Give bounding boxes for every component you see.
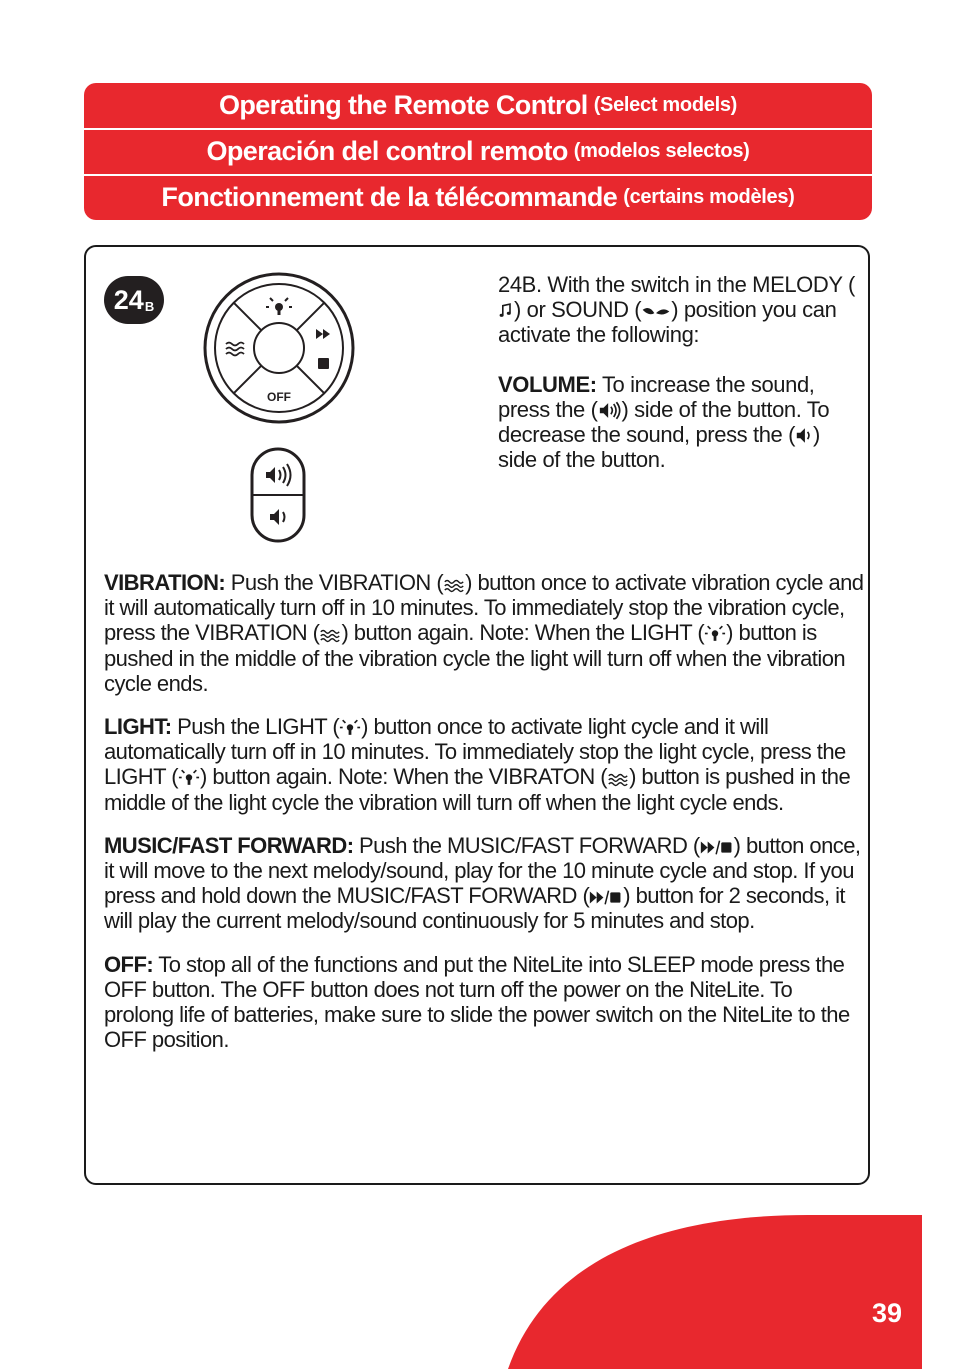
intro-section: [498, 272, 858, 497]
remote-stop-icon: [318, 358, 329, 369]
light-icon: [704, 624, 726, 643]
volume-button-diagram: [250, 447, 306, 543]
off-paragraph: OFF: To stop all of the functions and put the NiteLite into SLEEP mode press the OFF button. The OFF button does not turn off the power on the NiteLite. To prolong life of batteries, make sure to slide the power switch on the NiteLite to the OFF position.: [104, 951, 850, 1053]
fast-forward-icon: [589, 889, 623, 906]
vibration-icon: [443, 578, 465, 593]
page-corner-tab: [508, 1215, 922, 1369]
header-title-en: Operating the Remote Control (Select models): [218, 90, 738, 120]
music-paragraph: MUSIC/FAST FORWARD: Push the MUSIC/FAST FORWARD ( ) button once, it will move to the next melody/sound, play for the 10 minute cycle and stop. If you press and hold down the MUSIC/FAST FORWARD ( ) button for 2 seconds, it will play the current melody/sound continuously for 5 minutes and stop.: [104, 832, 861, 934]
header-title-es: Operación del control remoto (modelos selectos): [206, 136, 750, 166]
vibration-icon: [319, 628, 341, 643]
volume-down-icon: [795, 426, 813, 445]
remote-control-diagram: [202, 272, 356, 424]
melody-icon: [498, 301, 514, 320]
vibration-paragraph: VIBRATION: Push the VIBRATION ( ) button once to activate vibration cycle and it will automatically turn off in 10 minutes. To immediately stop the vibration cycle, press the VIBRATION ( ) button again. Note: When the LIGHT ( ) button is pushed in the middle of the vibration cycle the light will turn off when the vibration cycle ends.: [104, 570, 864, 696]
light-icon: [339, 718, 361, 737]
light-icon: [178, 768, 200, 787]
volume-paragraph: VOLUME: To increase the sound, press the ( ) side of the button. To decrease the sound, press the ( ) side of the button.: [498, 372, 830, 472]
vibration-icon: [607, 772, 629, 787]
header-banner: [84, 83, 872, 220]
volume-up-icon: [598, 401, 622, 420]
fast-forward-icon: [700, 839, 734, 856]
page-number: 39: [872, 1298, 903, 1328]
sound-icon: [641, 303, 671, 320]
light-paragraph: LIGHT: Push the LIGHT ( ) button once to activate light cycle and it will automatically turn off in 10 minutes. To immediately stop the light cycle, press the LIGHT ( ) button again. Note: When the VIBRATON ( ) button is pushed in the middle of the light cycle the vibration will turn off when the light cycle ends.: [104, 714, 851, 815]
figure-badge: 24 B: [104, 276, 164, 324]
off-label: OFF: [267, 390, 291, 404]
header-title-fr: Fonctionnement de la télécommande (certains modèles): [161, 182, 795, 212]
body-text: [104, 570, 866, 1070]
intro-paragraph: 24B. With the switch in the MELODY () or SOUND ( ) position you can activate the following:: [498, 272, 855, 347]
